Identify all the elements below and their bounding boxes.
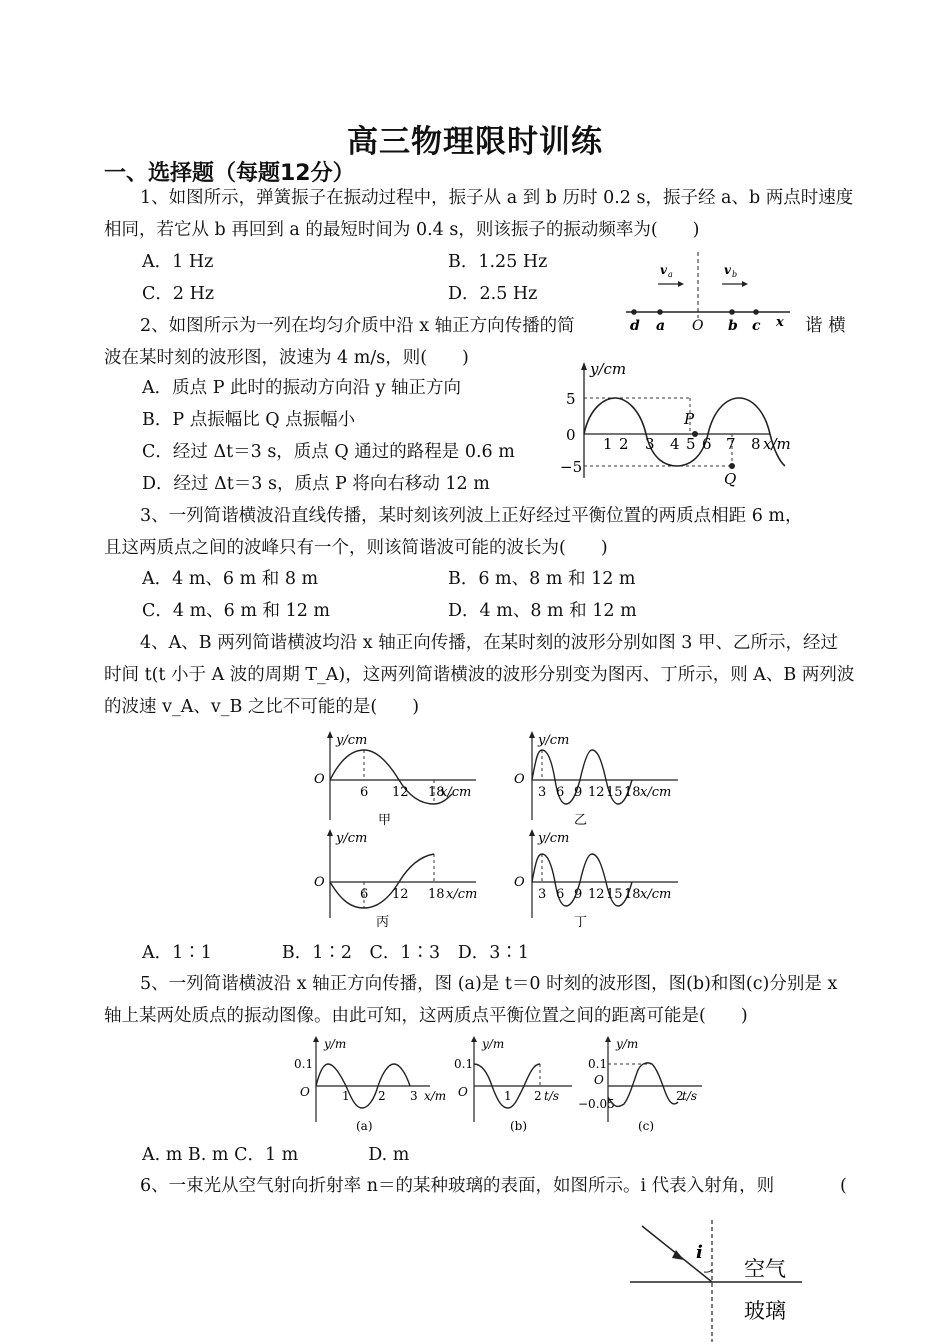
q4-line2: 时间 t(t 小于 A 波的周期 T_A)，这两列简谐横波的波形分别变为图丙、丁所示，则 A、B 两列波 — [104, 665, 855, 685]
q5-figure-a — [290, 1034, 458, 1134]
q1-option-d: D．2.5 Hz — [448, 284, 538, 304]
q1-line1: 1、如图所示，弹簧振子在振动过程中，振子从 a 到 b 历时 0.2 s，振子经 a、b 两点时速度 — [140, 188, 854, 208]
label-b: b — [728, 318, 738, 334]
q2-yn5: −5 — [560, 458, 583, 476]
jia-xlabel: x/cm — [440, 785, 472, 800]
q4-options: A．1∶1 B．1∶2 C．1∶3 D．3∶1 — [142, 943, 529, 963]
c-caption: (c) — [638, 1119, 655, 1133]
ding-tick-15: 15 — [606, 887, 623, 902]
ding-origin: O — [514, 875, 525, 890]
yi-caption: 乙 — [574, 813, 588, 826]
svg-text:b: b — [732, 270, 738, 279]
q1-spring-figure — [620, 252, 800, 334]
b-tick-1: 1 — [504, 1089, 512, 1103]
q2-y5: 5 — [566, 390, 576, 408]
a-y01: 0.1 — [294, 1057, 314, 1071]
a-ylabel: y/m — [324, 1037, 347, 1051]
c-y01: 0.1 — [588, 1057, 608, 1071]
c-origin: O — [594, 1073, 604, 1087]
bing-tick-6: 6 — [360, 887, 369, 902]
bing-origin: O — [314, 875, 325, 890]
a-xlabel: x/m — [424, 1089, 447, 1103]
q5-figure-b — [452, 1034, 582, 1134]
q3-option-a: A．4 m、6 m 和 8 m — [142, 569, 319, 589]
q3-option-b: B．6 m、8 m 和 12 m — [448, 569, 636, 589]
q6-i-label: i — [696, 1242, 703, 1263]
q5-line1: 5、一列简谐横波沿 x 轴正方向传播，图 (a)是 t＝0 时刻的波形图，图(b)和图(c)分别是 x — [140, 974, 838, 994]
q3-line1: 3、一列简谐横波沿直线传播，某时刻该列波上正好经过平衡位置的两质点相距 6 m， — [140, 506, 803, 526]
q2-tick-5: 5 — [686, 435, 696, 453]
q5-figure-c — [578, 1034, 708, 1134]
q3-option-d: D．4 m、8 m 和 12 m — [448, 601, 637, 621]
c-ylabel: y/m — [616, 1037, 639, 1051]
q2-y0: 0 — [566, 426, 576, 444]
q4-figure-ding — [508, 826, 688, 930]
q6-refraction-figure — [628, 1220, 808, 1342]
b-caption: (b) — [510, 1119, 528, 1133]
a-tick-1: 1 — [342, 1089, 350, 1103]
q2-tick-1: 1 — [603, 435, 613, 453]
q2-point-q: Q — [724, 470, 737, 488]
yi-tick-6: 6 — [556, 785, 565, 800]
a-origin: O — [300, 1085, 310, 1099]
a-caption: (a) — [356, 1119, 373, 1133]
q1-option-b: B．1.25 Hz — [448, 252, 548, 272]
jia-caption: 甲 — [378, 813, 392, 826]
jia-ylabel: y/cm — [336, 733, 368, 748]
yi-ylabel: y/cm — [538, 733, 570, 748]
ding-tick-18: 18 — [624, 887, 641, 902]
ding-tick-12: 12 — [588, 887, 605, 902]
svg-text:v: v — [660, 263, 667, 277]
b-ylabel: y/m — [482, 1037, 505, 1051]
b-tick-2: 2 — [534, 1089, 542, 1103]
bing-tick-18: 18 — [428, 887, 445, 902]
page-title: 高三物理限时训练 — [347, 124, 603, 160]
q2-ylabel: y/cm — [590, 360, 627, 378]
q2-point-p: P — [684, 410, 695, 428]
q4-line1: 4、A、B 两列简谐横波均沿 x 轴正向传播，在某时刻的波形分别如图 3 甲、乙所示，经过 — [140, 633, 838, 653]
label-x: x — [776, 315, 784, 330]
q1-option-a: A．1 Hz — [142, 252, 214, 272]
yi-tick-3: 3 — [538, 785, 547, 800]
q3-option-c: C．4 m、6 m 和 12 m — [142, 601, 331, 621]
q2-line1-end: 谐 横 — [805, 316, 846, 336]
bing-xlabel: x/cm — [446, 887, 478, 902]
section-heading: 一、选择题（每题12分） — [104, 161, 355, 186]
q2-tick-6: 6 — [702, 435, 712, 453]
q3-line2: 且这两质点之间的波峰只有一个，则该简谐波可能的波长为( ) — [104, 538, 608, 558]
label-d: d — [630, 318, 640, 334]
label-o: O — [692, 318, 704, 334]
q5-line2: 轴上某两处质点的振动图像。由此可知，这两质点平衡位置之间的距离可能是( ) — [104, 1006, 748, 1026]
label-a: a — [656, 318, 666, 334]
q2-option-d: D．经过 Δt＝3 s，质点 P 将向右移动 12 m — [142, 474, 490, 494]
q1-option-c: C．2 Hz — [142, 284, 215, 304]
svg-text:a: a — [668, 270, 673, 279]
q2-option-a: A．质点 P 此时的振动方向沿 y 轴正方向 — [142, 378, 462, 398]
q4-figure-jia — [306, 728, 486, 826]
ding-tick-9: 9 — [574, 887, 583, 902]
q4-figure-yi — [508, 728, 688, 826]
q5-options: A. m B. m C．1 m D. m — [142, 1145, 410, 1165]
yi-origin: O — [514, 772, 525, 787]
q2-wave-figure — [560, 356, 810, 488]
ding-tick-3: 3 — [538, 887, 547, 902]
label-c: c — [752, 318, 761, 334]
q1-line2: 相同，若它从 b 再回到 a 的最短时间为 0.4 s，则该振子的振动频率为( ) — [104, 220, 700, 240]
q6-air-label: 空气 — [744, 1257, 786, 1281]
ding-xlabel: x/cm — [640, 887, 672, 902]
q4-line3: 的波速 v_A、v_B 之比不可能的是( ) — [104, 697, 420, 717]
q2-tick-4: 4 — [670, 435, 680, 453]
q2-line2: 波在某时刻的波形图，波速为 4 m/s，则( ) — [104, 348, 469, 368]
ding-ylabel: y/cm — [538, 831, 570, 846]
q6-line1: 6、一束光从空气射向折射率 n＝的某种玻璃的表面，如图所示。i 代表入射角，则 — [140, 1176, 775, 1196]
q2-tick-2: 2 — [619, 435, 629, 453]
svg-text:v: v — [724, 263, 731, 277]
q2-xlabel: x/m — [763, 435, 791, 453]
a-tick-3: 3 — [410, 1089, 418, 1103]
c-xlabel: t/s — [682, 1089, 698, 1103]
q4-figure-bing — [306, 826, 486, 930]
yi-tick-18: 18 — [624, 785, 641, 800]
jia-tick-18: 18 — [428, 785, 445, 800]
ding-tick-6: 6 — [556, 887, 565, 902]
q2-option-c: C．经过 Δt＝3 s，质点 Q 通过的路程是 0.6 m — [142, 442, 515, 462]
b-xlabel: t/s — [544, 1089, 560, 1103]
q6-paren: ( — [840, 1176, 847, 1196]
jia-origin: O — [314, 772, 325, 787]
yi-tick-9: 9 — [574, 785, 583, 800]
yi-tick-12: 12 — [588, 785, 605, 800]
q6-glass-label: 玻璃 — [744, 1299, 786, 1323]
c-yn005: −0.05 — [578, 1097, 615, 1111]
q2-line1: 2、如图所示为一列在均匀介质中沿 x 轴正方向传播的简 — [140, 316, 575, 336]
bing-ylabel: y/cm — [336, 831, 368, 846]
c-tick-2: 2 — [676, 1089, 684, 1103]
q2-tick-3: 3 — [645, 435, 655, 453]
q2-option-b: B．P 点振幅比 Q 点振幅小 — [142, 410, 356, 430]
yi-tick-15: 15 — [606, 785, 623, 800]
jia-tick-12: 12 — [392, 785, 409, 800]
jia-tick-6: 6 — [360, 785, 369, 800]
b-y01: 0.1 — [454, 1057, 474, 1071]
a-tick-2: 2 — [378, 1089, 386, 1103]
q2-tick-8: 8 — [751, 435, 761, 453]
ding-caption: 丁 — [574, 915, 588, 930]
bing-caption: 丙 — [376, 915, 390, 930]
b-origin: O — [458, 1085, 468, 1099]
yi-xlabel: x/cm — [640, 785, 672, 800]
bing-tick-12: 12 — [392, 887, 409, 902]
q2-tick-7: 7 — [726, 435, 736, 453]
